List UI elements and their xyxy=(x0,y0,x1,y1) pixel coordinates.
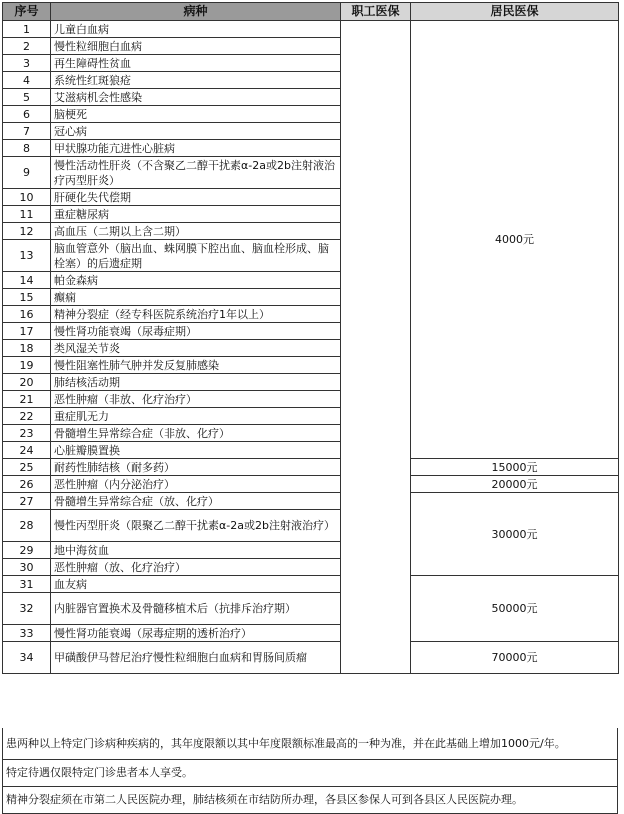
resident-amount-cell: 4000元 xyxy=(411,21,619,459)
table-body xyxy=(3,21,619,674)
row-number: 7 xyxy=(3,123,51,140)
row-number: 27 xyxy=(3,493,51,510)
row-number: 32 xyxy=(3,593,51,625)
staff-insurance-cell xyxy=(341,21,411,674)
disease-name: 肝硬化失代偿期 xyxy=(51,189,341,206)
resident-amount-cell: 20000元 xyxy=(411,476,619,493)
row-number: 1 xyxy=(3,21,51,38)
header-staff-insurance: 职工医保 xyxy=(341,3,411,21)
row-number: 20 xyxy=(3,374,51,391)
row-number: 30 xyxy=(3,559,51,576)
disease-name: 再生障碍性贫血 xyxy=(51,55,341,72)
header-no: 序号 xyxy=(3,3,51,21)
disease-name: 恶性肿瘤（内分泌治疗） xyxy=(51,476,341,493)
resident-amount-cell: 50000元 xyxy=(411,576,619,642)
resident-amount-cell: 15000元 xyxy=(411,459,619,476)
disease-name: 类风湿关节炎 xyxy=(51,340,341,357)
resident-amount-cell: 30000元 xyxy=(411,493,619,576)
header-disease: 病种 xyxy=(51,3,341,21)
row-number: 11 xyxy=(3,206,51,223)
disease-name: 脑梗死 xyxy=(51,106,341,123)
disease-name: 冠心病 xyxy=(51,123,341,140)
disease-name: 慢性活动性肝炎（不含聚乙二醇干扰素α-2a或2b注射液治疗丙型肝炎） xyxy=(51,157,341,189)
disease-name: 恶性肿瘤（非放、化疗治疗） xyxy=(51,391,341,408)
row-number: 12 xyxy=(3,223,51,240)
disease-name: 脑血管意外（脑出血、蛛网膜下腔出血、脑血栓形成、脑栓塞）的后遗症期 xyxy=(51,240,341,272)
disease-name: 地中海贫血 xyxy=(51,542,341,559)
row-number: 6 xyxy=(3,106,51,123)
note-patient-only: 特定待遇仅限特定门诊患者本人享受。 xyxy=(2,760,618,787)
row-number: 26 xyxy=(3,476,51,493)
disease-name: 慢性肾功能衰竭（尿毒症期的透析治疗） xyxy=(51,625,341,642)
disease-name: 内脏器官置换术及骨髓移植术后（抗排斥治疗期） xyxy=(51,593,341,625)
row-number: 21 xyxy=(3,391,51,408)
disease-table xyxy=(2,2,619,674)
row-number: 13 xyxy=(3,240,51,272)
disease-name: 骨髓增生异常综合症（放、化疗） xyxy=(51,493,341,510)
row-number: 10 xyxy=(3,189,51,206)
row-number: 22 xyxy=(3,408,51,425)
note-multiple-diseases: 患两种以上特定门诊病种疾病的，其年度限额以其中年度限额标准最高的一种为准，并在此基础上增加1000元/年。 xyxy=(2,728,618,760)
row-number: 16 xyxy=(3,306,51,323)
table-row xyxy=(3,476,619,493)
row-number: 31 xyxy=(3,576,51,593)
row-number: 18 xyxy=(3,340,51,357)
disease-name: 精神分裂症（经专科医院系统治疗1年以上） xyxy=(51,306,341,323)
table-row xyxy=(3,576,619,593)
table-row xyxy=(3,493,619,510)
row-number: 15 xyxy=(3,289,51,306)
disease-name: 血友病 xyxy=(51,576,341,593)
header-resident-insurance: 居民医保 xyxy=(411,3,619,21)
row-number: 17 xyxy=(3,323,51,340)
row-number: 34 xyxy=(3,642,51,674)
disease-name: 高血压（二期以上含二期） xyxy=(51,223,341,240)
table-row xyxy=(3,21,619,38)
row-number: 19 xyxy=(3,357,51,374)
disease-name: 恶性肿瘤（放、化疗治疗） xyxy=(51,559,341,576)
row-number: 24 xyxy=(3,442,51,459)
note-handling-location: 精神分裂症须在市第二人民医院办理，肺结核须在市结防所办理，各县区参保人可到各县区人民医院办理。 xyxy=(2,787,618,814)
row-number: 14 xyxy=(3,272,51,289)
table-row xyxy=(3,459,619,476)
row-number: 2 xyxy=(3,38,51,55)
row-number: 25 xyxy=(3,459,51,476)
row-number: 28 xyxy=(3,510,51,542)
disease-name: 慢性肾功能衰竭（尿毒症期） xyxy=(51,323,341,340)
row-number: 9 xyxy=(3,157,51,189)
row-number: 5 xyxy=(3,89,51,106)
disease-name: 帕金森病 xyxy=(51,272,341,289)
disease-name: 甲磺酸伊马替尼治疗慢性粒细胞白血病和胃肠间质瘤 xyxy=(51,642,341,674)
row-number: 33 xyxy=(3,625,51,642)
table-row xyxy=(3,642,619,674)
disease-name: 心脏瓣膜置换 xyxy=(51,442,341,459)
disease-name: 儿童白血病 xyxy=(51,21,341,38)
row-number: 8 xyxy=(3,140,51,157)
disease-name: 癫痫 xyxy=(51,289,341,306)
row-number: 3 xyxy=(3,55,51,72)
disease-name: 慢性阻塞性肺气肿并发反复肺感染 xyxy=(51,357,341,374)
disease-name: 甲状腺功能亢进性心脏病 xyxy=(51,140,341,157)
notes-section xyxy=(2,728,618,814)
disease-name: 艾滋病机会性感染 xyxy=(51,89,341,106)
disease-name: 肺结核活动期 xyxy=(51,374,341,391)
disease-name: 耐药性肺结核（耐多药） xyxy=(51,459,341,476)
disease-name: 慢性粒细胞白血病 xyxy=(51,38,341,55)
row-number: 29 xyxy=(3,542,51,559)
row-number: 23 xyxy=(3,425,51,442)
table-header-row xyxy=(3,3,619,21)
disease-name: 系统性红斑狼疮 xyxy=(51,72,341,89)
disease-name: 慢性丙型肝炎（限聚乙二醇干扰素α-2a或2b注射液治疗） xyxy=(51,510,341,542)
resident-amount-cell: 70000元 xyxy=(411,642,619,674)
disease-name: 重症糖尿病 xyxy=(51,206,341,223)
row-number: 4 xyxy=(3,72,51,89)
disease-name: 骨髓增生异常综合症（非放、化疗） xyxy=(51,425,341,442)
disease-name: 重症肌无力 xyxy=(51,408,341,425)
